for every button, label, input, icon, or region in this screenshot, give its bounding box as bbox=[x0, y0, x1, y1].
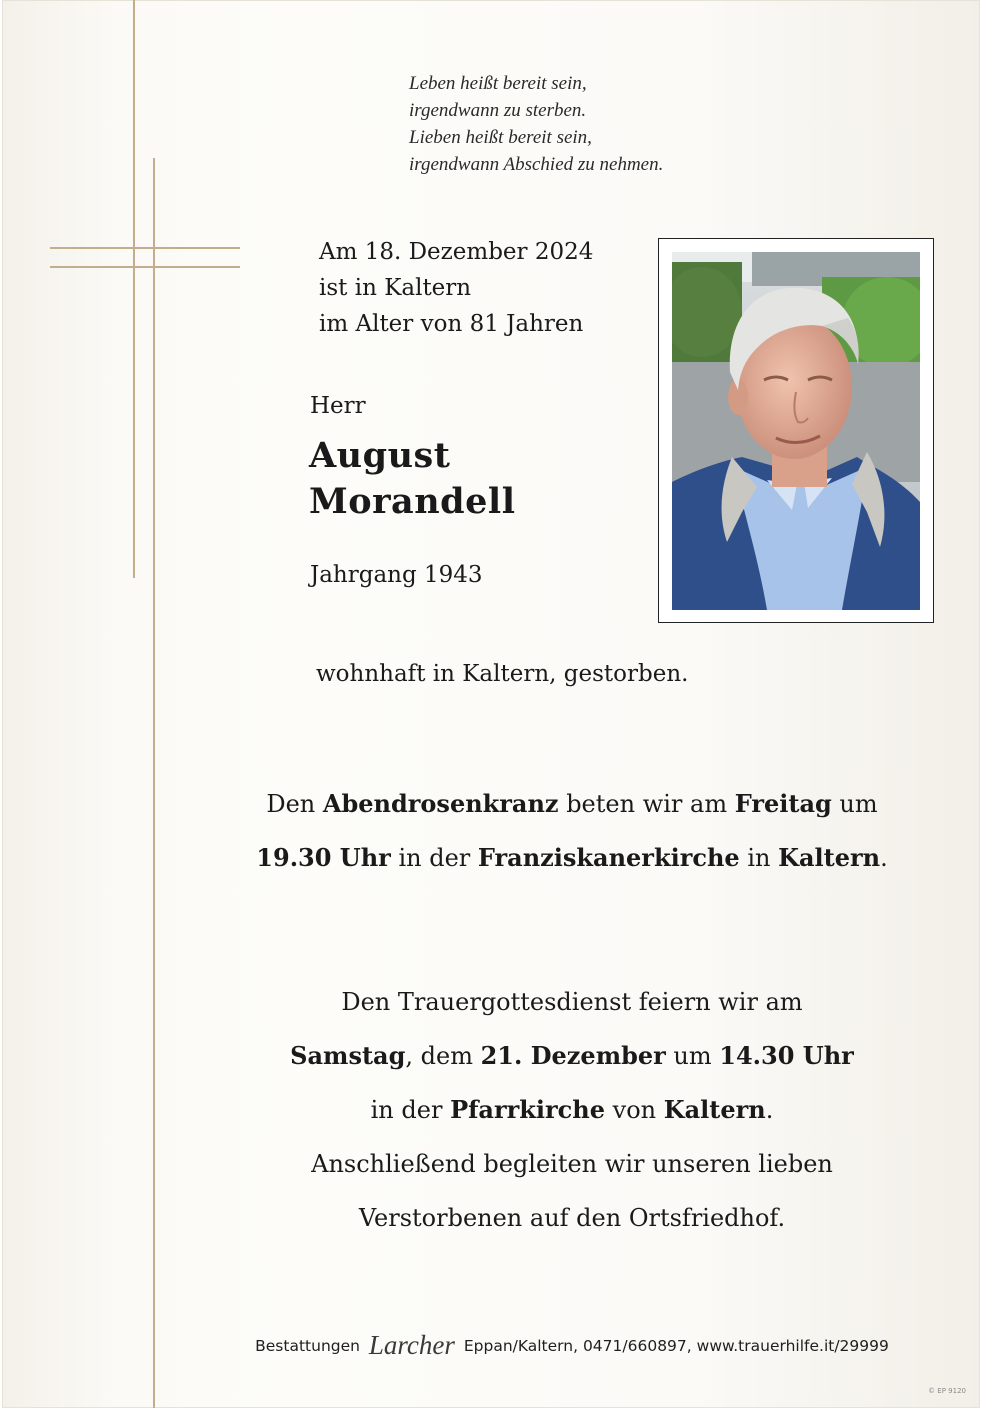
funeral-line-4: Anschließend begleiten wir unseren lieben bbox=[311, 1150, 833, 1178]
residence-line: wohnhaft in Kaltern, gestorben. bbox=[316, 661, 689, 687]
motto-line: Lieben heißt bereit sein, bbox=[409, 127, 592, 148]
rosary-line-1 bbox=[162, 777, 982, 831]
cross-vertical-line-left bbox=[133, 0, 135, 578]
cross-horizontal-line-bottom bbox=[50, 266, 240, 268]
rosary-church: Franziskanerkirche bbox=[477, 843, 740, 872]
funeral-announcement bbox=[162, 975, 982, 1245]
funeral-home-footer bbox=[162, 1330, 982, 1361]
text-segment: in bbox=[739, 844, 779, 872]
footer-contact: Eppan/Kaltern, 0471/660897, www.trauerhilfe.it/29999 bbox=[463, 1337, 889, 1355]
birth-year: Jahrgang 1943 bbox=[310, 562, 483, 588]
rosary-time: 19.30 Uhr bbox=[256, 843, 391, 872]
first-name: August bbox=[309, 435, 451, 476]
rosary-line-2 bbox=[162, 831, 982, 885]
funeral-time: 14.30 Uhr bbox=[719, 1041, 854, 1070]
rosary-day: Freitag bbox=[734, 789, 832, 818]
death-place: ist in Kaltern bbox=[319, 275, 472, 301]
funeral-line-3 bbox=[162, 1083, 982, 1137]
text-segment: in der bbox=[370, 1096, 451, 1124]
cross-horizontal-line-top bbox=[50, 247, 240, 249]
motto-line: irgendwann Abschied zu nehmen. bbox=[409, 154, 664, 175]
text-segment: beten wir am bbox=[558, 790, 735, 818]
last-name: Morandell bbox=[309, 481, 516, 522]
text-segment: um bbox=[665, 1042, 720, 1070]
funeral-church: Pfarrkirche bbox=[450, 1095, 605, 1124]
portrait-photo bbox=[672, 252, 920, 610]
deceased-name bbox=[309, 433, 516, 525]
honorific: Herr bbox=[310, 393, 366, 419]
funeral-date: 21. Dezember bbox=[480, 1041, 666, 1070]
portrait-frame bbox=[658, 238, 934, 623]
print-code: © EP 9120 bbox=[928, 1387, 966, 1395]
funeral-home-logo: Larcher bbox=[368, 1330, 455, 1360]
rosary-town: Kaltern bbox=[778, 843, 881, 872]
text-segment: , dem bbox=[405, 1042, 481, 1070]
cross-vertical-line-right bbox=[153, 158, 155, 1408]
rosary-title: Abendrosenkranz bbox=[322, 789, 559, 818]
funeral-line-5: Verstorbenen auf den Ortsfriedhof. bbox=[358, 1204, 786, 1232]
motto-line: irgendwann zu sterben. bbox=[409, 100, 587, 121]
text-segment: um bbox=[831, 790, 878, 818]
motto-verse bbox=[409, 70, 809, 178]
obituary-card bbox=[2, 0, 980, 1408]
text-segment: in der bbox=[390, 844, 478, 872]
text-segment: . bbox=[765, 1096, 774, 1124]
text-segment: Den bbox=[266, 790, 323, 818]
footer-prefix: Bestattungen bbox=[255, 1337, 360, 1355]
text-segment: von bbox=[605, 1096, 664, 1124]
text-segment: . bbox=[880, 844, 888, 872]
death-age: im Alter von 81 Jahren bbox=[319, 311, 584, 337]
portrait-illustration bbox=[672, 252, 920, 610]
rosary-announcement bbox=[162, 777, 982, 885]
funeral-line-1: Den Trauergottesdienst feiern wir am bbox=[341, 988, 803, 1016]
funeral-line-2 bbox=[162, 1029, 982, 1083]
motto-line: Leben heißt bereit sein, bbox=[409, 73, 587, 94]
death-announcement bbox=[319, 234, 593, 342]
funeral-day: Samstag bbox=[290, 1041, 406, 1070]
death-date: Am 18. Dezember 2024 bbox=[319, 239, 594, 265]
funeral-town: Kaltern bbox=[663, 1095, 766, 1124]
